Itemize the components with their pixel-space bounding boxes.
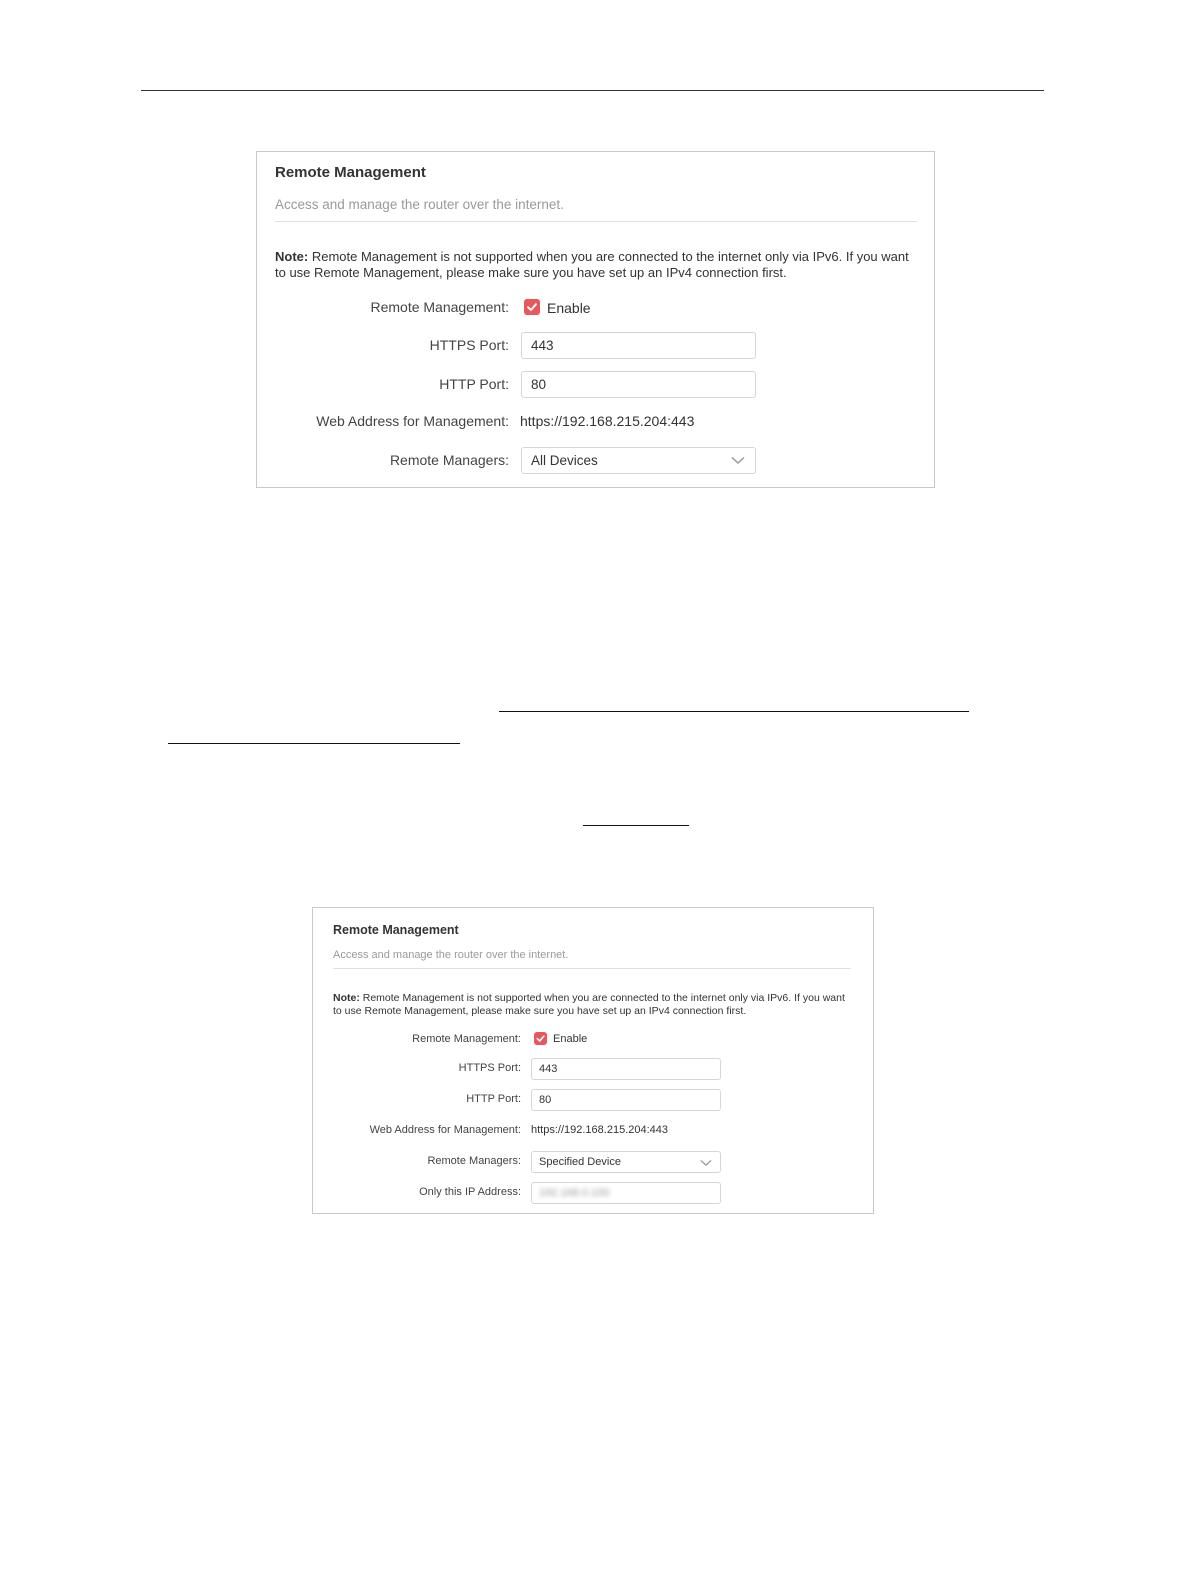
remote-managers-select[interactable] <box>531 1151 721 1173</box>
panel-subtitle: Access and manage the router over the internet. <box>333 949 569 961</box>
https-port-label: HTTPS Port: <box>429 337 509 353</box>
remote-managers-select[interactable] <box>521 447 756 474</box>
panel-title: Remote Management <box>333 923 459 937</box>
web-address-label: Web Address for Management: <box>316 413 509 429</box>
enable-label[interactable]: Enable <box>547 300 591 316</box>
remote-managers-label: Remote Managers: <box>427 1155 521 1167</box>
link-underline <box>168 743 460 744</box>
panel-divider <box>333 968 851 969</box>
https-port-value: 443 <box>531 338 554 353</box>
checkmark-icon <box>524 299 540 315</box>
only-ip-label: Only this IP Address: <box>419 1186 521 1198</box>
https-port-input[interactable] <box>521 332 756 359</box>
web-address-value: https://192.168.215.204:443 <box>520 413 695 429</box>
remote-management-label: Remote Management: <box>412 1033 521 1045</box>
web-address-label: Web Address for Management: <box>369 1124 521 1136</box>
note-text <box>333 992 853 1017</box>
remote-managers-label: Remote Managers: <box>389 452 509 468</box>
remote-management-panel-top <box>256 151 935 488</box>
enable-checkbox[interactable] <box>534 1032 547 1045</box>
panel-title: Remote Management <box>275 164 426 181</box>
note-body: Remote Management is not supported when you are connected to the internet only via IPv6. If you want to use Remote Management, please make sure you have set up an IPv4 connection first. <box>333 992 845 1017</box>
chevron-down-icon <box>731 456 745 465</box>
link-underline <box>583 825 689 826</box>
chevron-down-icon <box>700 1159 712 1167</box>
only-ip-value: 192.168.0.100 <box>539 1187 610 1199</box>
remote-management-label: Remote Management: <box>370 299 509 315</box>
panel-divider <box>275 221 917 222</box>
http-port-input[interactable] <box>531 1089 721 1111</box>
link-underline <box>499 711 969 712</box>
https-port-label: HTTPS Port: <box>458 1062 521 1074</box>
remote-managers-value: All Devices <box>531 453 598 468</box>
web-address-value: https://192.168.215.204:443 <box>531 1124 669 1136</box>
remote-management-panel-bottom <box>312 907 874 1214</box>
checkmark-icon <box>534 1032 547 1045</box>
enable-label[interactable]: Enable <box>553 1033 588 1045</box>
only-ip-input[interactable] <box>531 1182 721 1204</box>
http-port-label: HTTP Port: <box>439 376 509 392</box>
enable-checkbox[interactable] <box>524 299 540 315</box>
http-port-input[interactable] <box>521 371 756 398</box>
note-label: Note: <box>275 249 309 264</box>
remote-managers-value: Specified Device <box>539 1156 621 1168</box>
note-body: Remote Management is not supported when you are connected to the internet only via IPv6. If you want to use Remote Management, please make sure you have set up an IPv4 connection first. <box>275 249 909 280</box>
header-rule <box>141 90 1044 91</box>
http-port-value: 80 <box>531 377 547 392</box>
https-port-value: 443 <box>539 1063 558 1075</box>
note-label: Note: <box>333 992 360 1004</box>
panel-subtitle: Access and manage the router over the internet. <box>275 197 564 212</box>
http-port-label: HTTP Port: <box>466 1093 521 1105</box>
note-text <box>275 249 920 281</box>
http-port-value: 80 <box>539 1094 552 1106</box>
https-port-input[interactable] <box>531 1058 721 1080</box>
